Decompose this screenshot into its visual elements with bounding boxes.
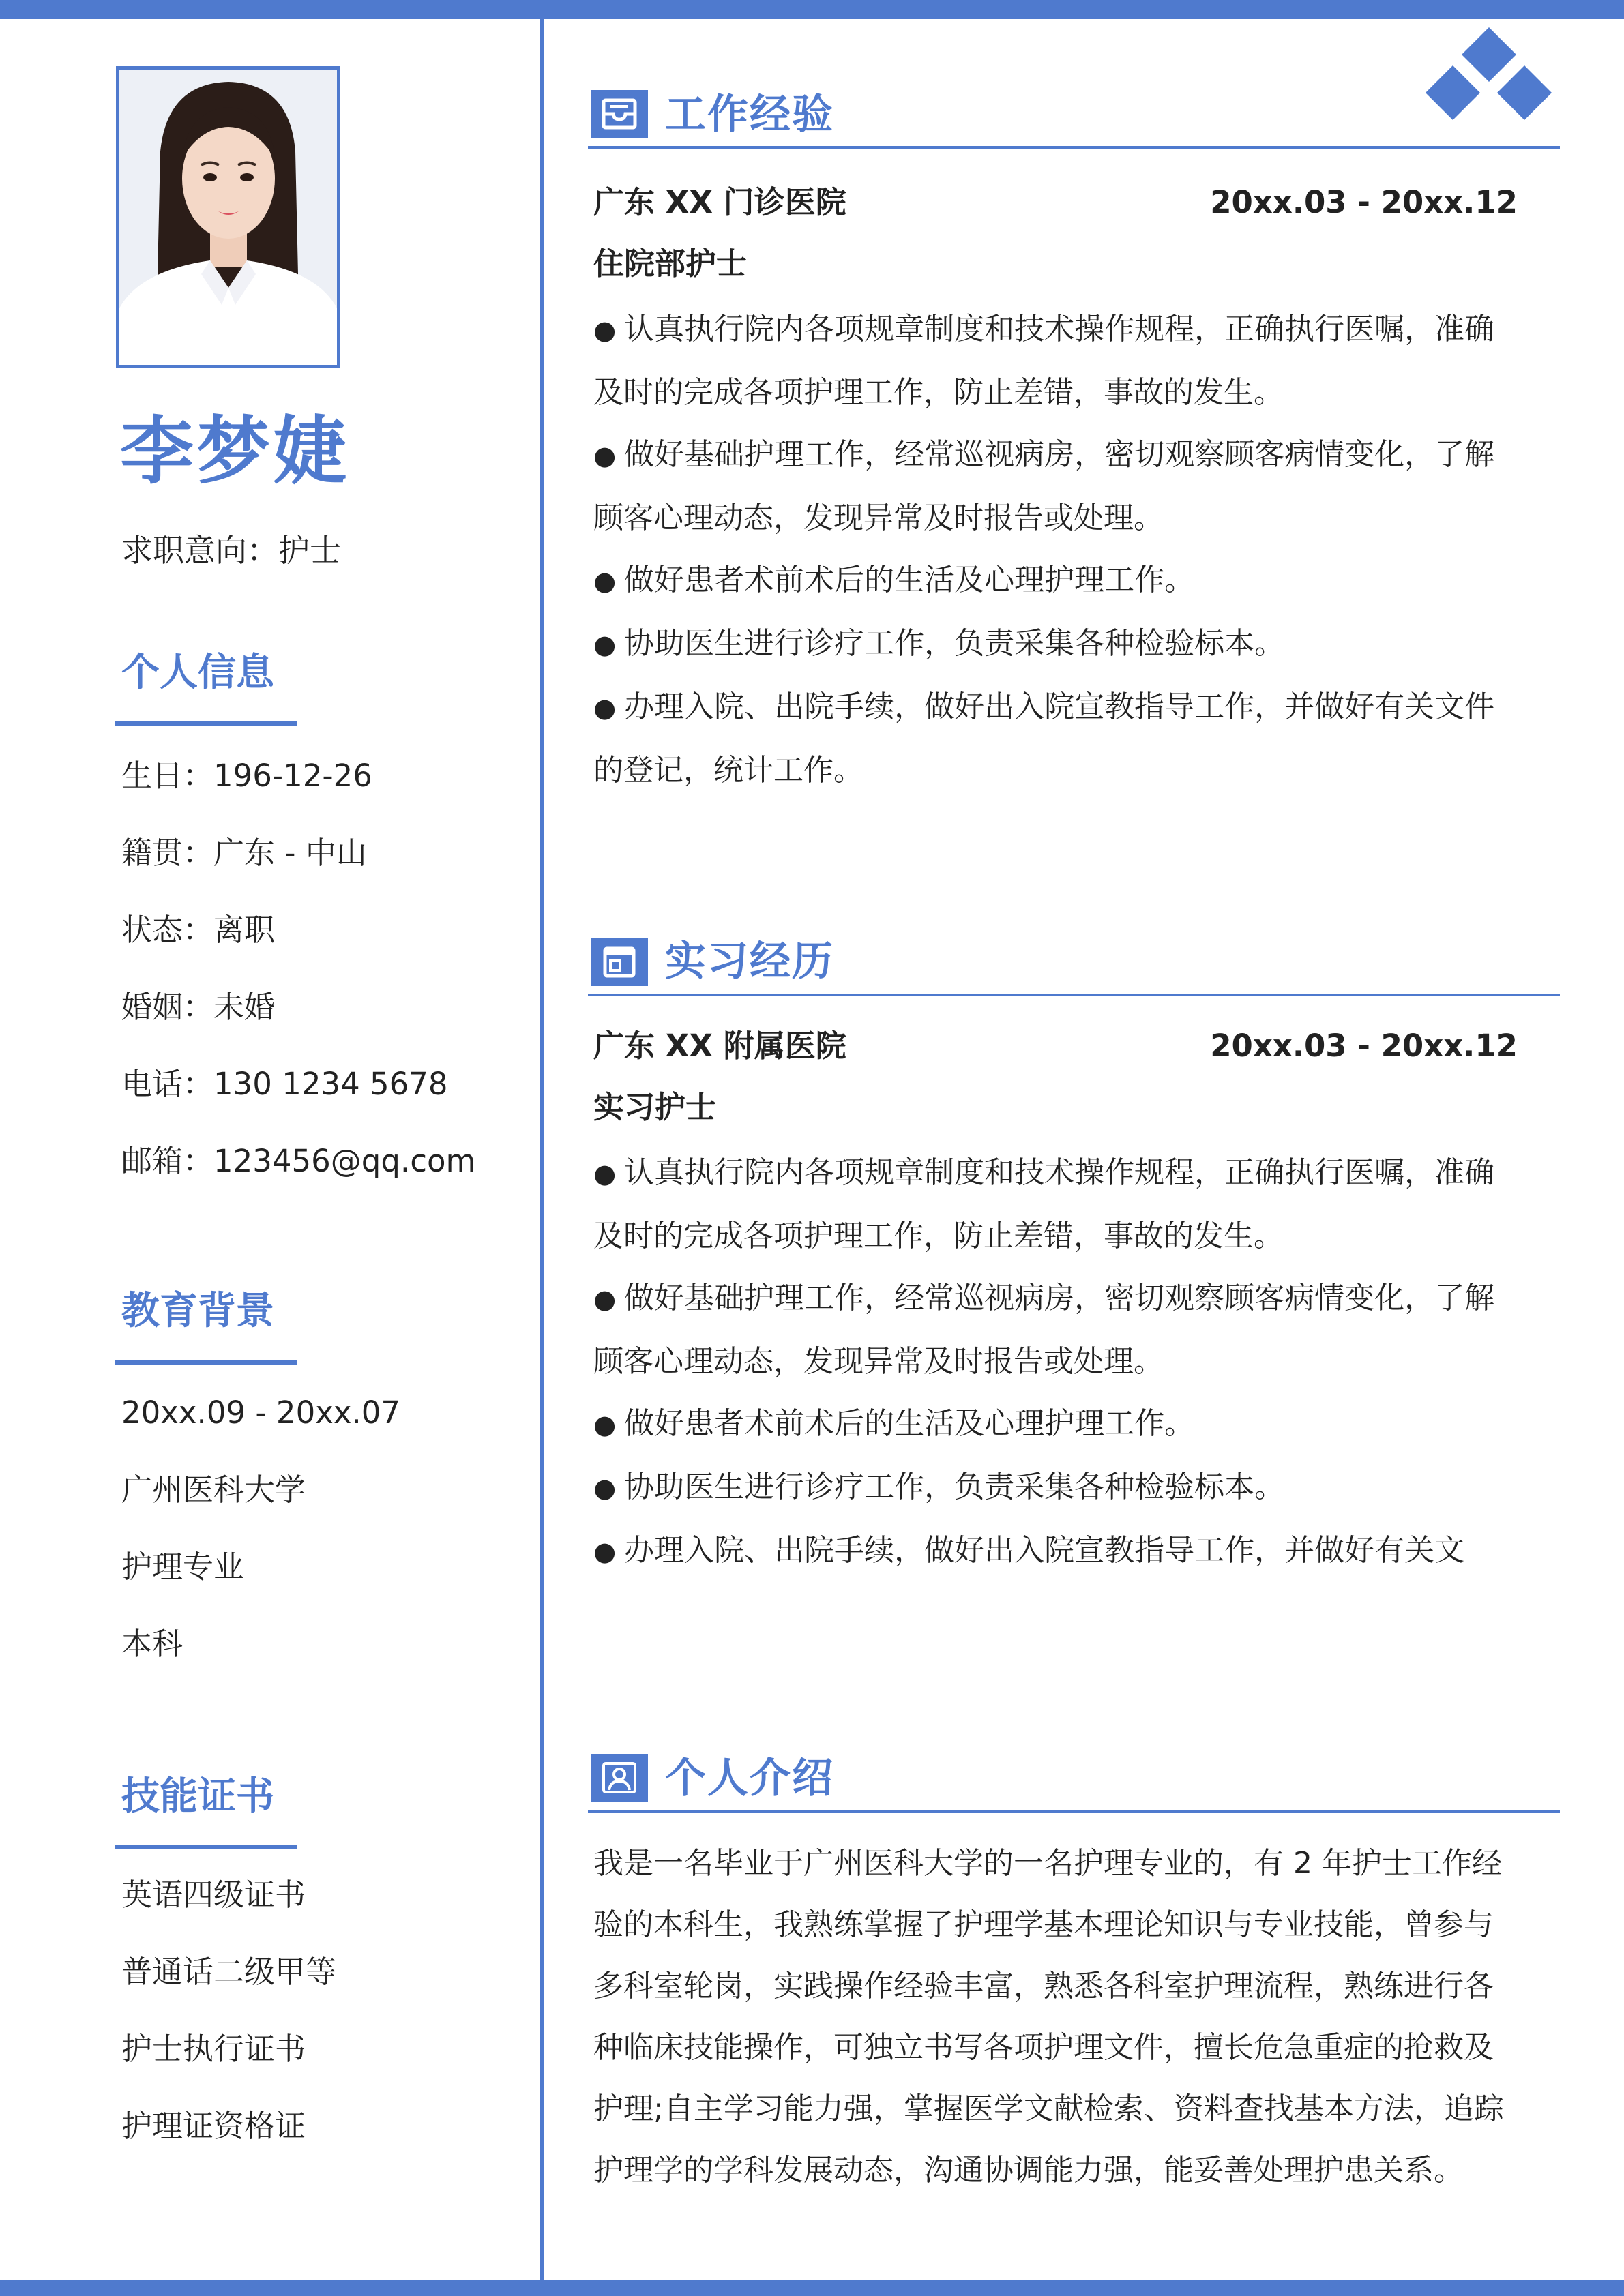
window-frame-icon — [591, 938, 648, 986]
work-role: 住院部护士 — [593, 245, 748, 282]
work-organization: 广东 XX 门诊医院 — [593, 184, 846, 220]
candidate-name: 李梦婕 — [120, 409, 350, 494]
info-marital: 婚姻：未婚 — [121, 989, 276, 1025]
education-major: 护理专业 — [121, 1549, 245, 1585]
list-item: ● 办理入院、出院手续，做好出入院宣教指导工作，并做好有关文件的登记，统计工作。 — [593, 676, 1521, 801]
list-item: ● 做好基础护理工作，经常巡视病房，密切观察顾客病情变化，了解顾客心理动态，发现异常及时报告或处理。 — [593, 1267, 1521, 1392]
personal-info-underline — [115, 721, 297, 726]
list-item: ● 做好患者术前术后的生活及心理护理工作。 — [593, 1392, 1521, 1456]
column-divider — [540, 19, 544, 2280]
education-school: 广州医科大学 — [121, 1472, 306, 1508]
info-birthday: 生日：196-12-26 — [121, 758, 372, 794]
list-item: ● 做好基础护理工作，经常巡视病房，密切观察顾客病情变化，了解顾客心理动态，发现异常及时报告或处理。 — [593, 423, 1521, 549]
inbox-tray-icon — [591, 90, 648, 138]
intro-heading-line — [588, 1810, 1560, 1813]
list-item: ● 认真执行院内各项规章制度和技术操作规程，正确执行医嘱，准确及时的完成各项护理工作，防止差错，事故的发生。 — [593, 1142, 1521, 1267]
skill-item: 护士执行证书 — [121, 2031, 306, 2067]
top-accent-bar — [0, 0, 1624, 19]
education-degree: 本科 — [121, 1626, 183, 1662]
work-period: 20xx.03 - 20xx.12 — [1210, 184, 1518, 220]
internship-heading: 实习经历 — [665, 938, 834, 985]
list-item: ● 做好患者术前术后的生活及心理护理工作。 — [593, 549, 1521, 612]
diamond-decoration-icon — [1422, 26, 1555, 128]
person-icon — [591, 1754, 648, 1802]
info-email: 邮箱：123456@qq.com — [121, 1143, 476, 1179]
intro-heading: 个人介绍 — [665, 1755, 834, 1802]
personal-info-heading: 个人信息 — [121, 651, 274, 695]
job-intention: 求职意向：护士 — [121, 532, 341, 569]
internship-heading-line — [588, 994, 1560, 996]
work-duties — [593, 298, 1521, 801]
bottom-accent-bar — [0, 2280, 1624, 2296]
skill-item: 英语四级证书 — [121, 1877, 306, 1913]
internship-role: 实习护士 — [593, 1089, 717, 1125]
skill-item: 普通话二级甲等 — [121, 1954, 337, 1990]
skills-heading: 技能证书 — [121, 1774, 274, 1819]
list-item: ● 协助医生进行诊疗工作，负责采集各种检验标本。 — [593, 1456, 1521, 1519]
info-phone: 电话：130 1234 5678 — [121, 1066, 448, 1102]
internship-period: 20xx.03 - 20xx.12 — [1210, 1028, 1518, 1064]
list-item: ● 认真执行院内各项规章制度和技术操作规程，正确执行医嘱，准确及时的完成各项护理工作，防止差错，事故的发生。 — [593, 298, 1521, 423]
list-item: ● 协助医生进行诊疗工作，负责采集各种检验标本。 — [593, 612, 1521, 676]
education-period: 20xx.09 - 20xx.07 — [121, 1395, 401, 1431]
list-item: ● 办理入院、出院手续，做好出入院宣教指导工作，并做好有关文 — [593, 1519, 1521, 1583]
work-heading-line — [588, 146, 1560, 149]
education-underline — [115, 1360, 297, 1365]
info-hometown: 籍贯：广东 - 中山 — [121, 835, 367, 871]
skill-item: 护理证资格证 — [121, 2108, 306, 2144]
work-heading: 工作经验 — [665, 91, 834, 138]
education-heading: 教育背景 — [121, 1289, 274, 1333]
portrait-photo — [116, 66, 340, 368]
info-status: 状态：离职 — [121, 912, 276, 948]
internship-organization: 广东 XX 附属医院 — [593, 1028, 846, 1064]
intro-paragraph: 我是一名毕业于广州医科大学的一名护理专业的，有 2 年护士工作经验的本科生，我熟练掌握了护理学基本理论知识与专业技能，曾参与多科室轮岗，实践操作经验丰富，熟悉各科室护理流程，熟练进行各种临床技能操作，可独立书写各项护理文件，擅长危急重症的抢救及护理;自主学习能力强，掌握医学文献检索、资料查找基本方法，追踪护理学的学科发展动态，沟通协调能力强，能妥善处理护患关系。 — [593, 1846, 1504, 2188]
internship-duties — [593, 1142, 1521, 1583]
skills-underline — [115, 1845, 297, 1849]
